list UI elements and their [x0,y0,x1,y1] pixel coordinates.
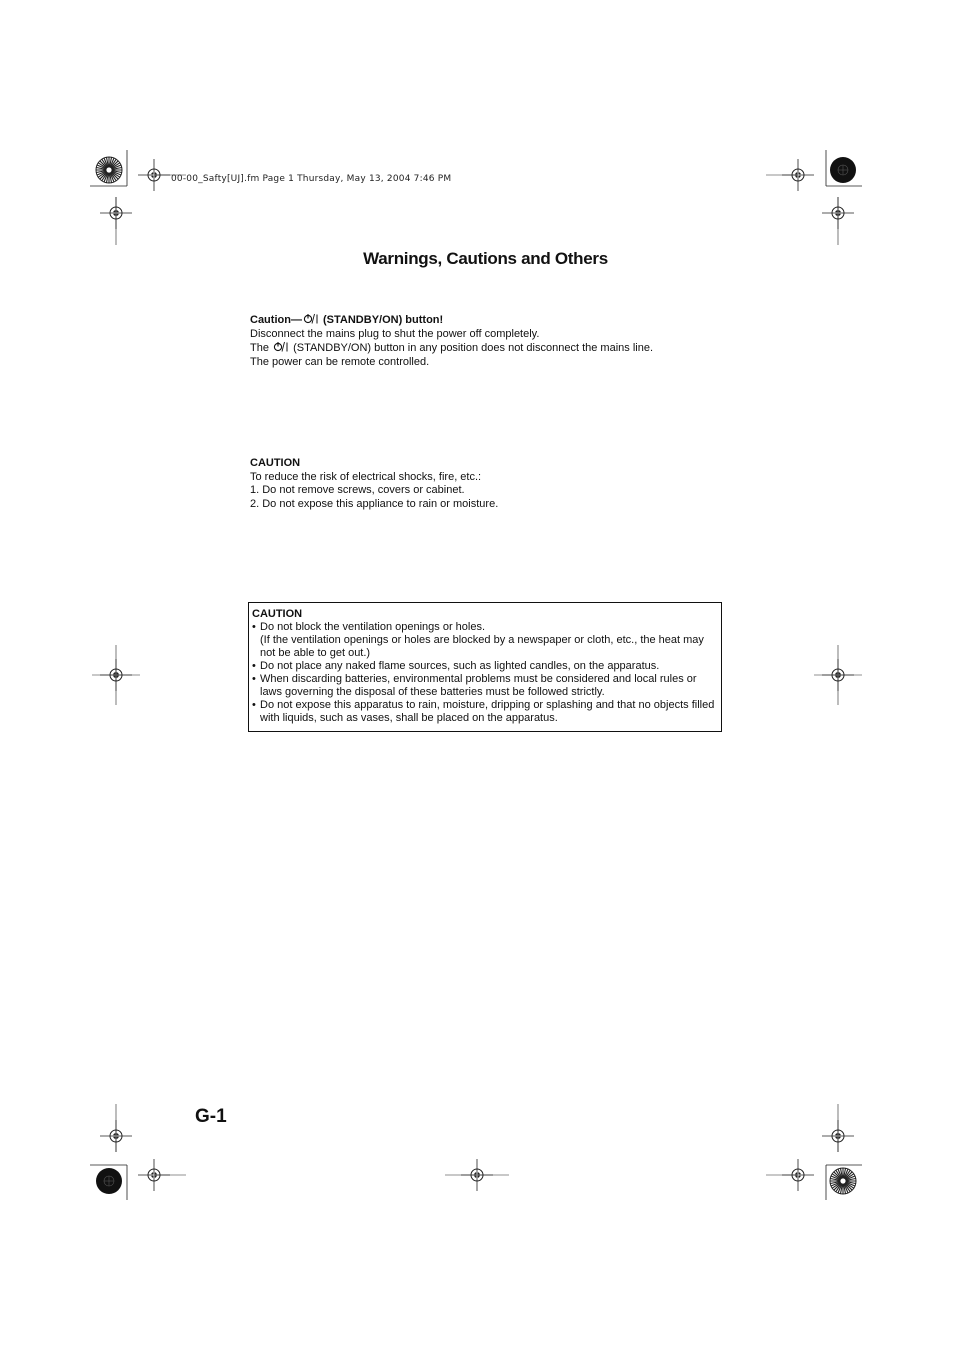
ventilation-caution-heading: CAUTION [252,608,303,620]
ventilation-caution-item: • Do not expose this apparatus to rain, moisture, dripping or splashing and that no objects filled with liquids, such as vases, shall be placed on the apparatus. [252,699,717,725]
standby-caution-heading-prefix: Caution— [250,314,302,326]
color-bar-solid-icon [830,157,856,183]
ventilation-caution-box [248,602,722,732]
standby-caution-heading [250,313,653,328]
shock-caution-item: 2. Do not expose this appliance to rain or moisture. [250,497,499,510]
page-number: G-1 [195,1106,227,1127]
shock-caution-section [250,457,498,511]
standby-line-2-suffix: (STANDBY/ON) button in any position does not disconnect the mains line. [290,342,653,354]
color-bar-star-icon [96,157,122,183]
standby-caution-section [250,313,653,369]
shock-caution-heading: CAUTION [250,457,301,469]
standby-line-3: The power can be remote controlled. [250,355,430,368]
ventilation-caution-item: • Do not place any naked flame sources, such as lighted candles, on the apparatus. [252,660,717,673]
standby-power-icon [302,313,320,324]
shock-caution-intro: To reduce the risk of electrical shocks, fire, etc.: [250,470,482,483]
ventilation-caution-item: • When discarding batteries, environmental problems must be considered and local rules or laws governing the disposal of these batteries must be followed strictly. [252,673,717,699]
standby-line-2 [250,341,653,356]
shock-caution-item: 1. Do not remove screws, covers or cabinet. [250,484,465,496]
page-title: Warnings, Cautions and Others [363,249,608,268]
standby-line-1: Disconnect the mains plug to shut the power off completely. [250,327,540,340]
ventilation-caution-subitem: (If the ventilation openings or holes are blocked by a newspaper or cloth, etc., the heat may not be able to get out.) [260,634,704,659]
color-bar-solid-icon [96,1168,122,1194]
standby-caution-heading-suffix: (STANDBY/ON) button! [319,314,444,326]
standby-power-icon [272,341,290,352]
standby-line-2-prefix: The [250,342,273,354]
color-bar-star-icon [830,1168,856,1194]
file-info-header: 00-00_Safty[UJ].fm Page 1 Thursday, May 13, 2004 7:46 PM [171,174,452,184]
ventilation-caution-item: • Do not block the ventilation openings or holes. [252,621,717,634]
